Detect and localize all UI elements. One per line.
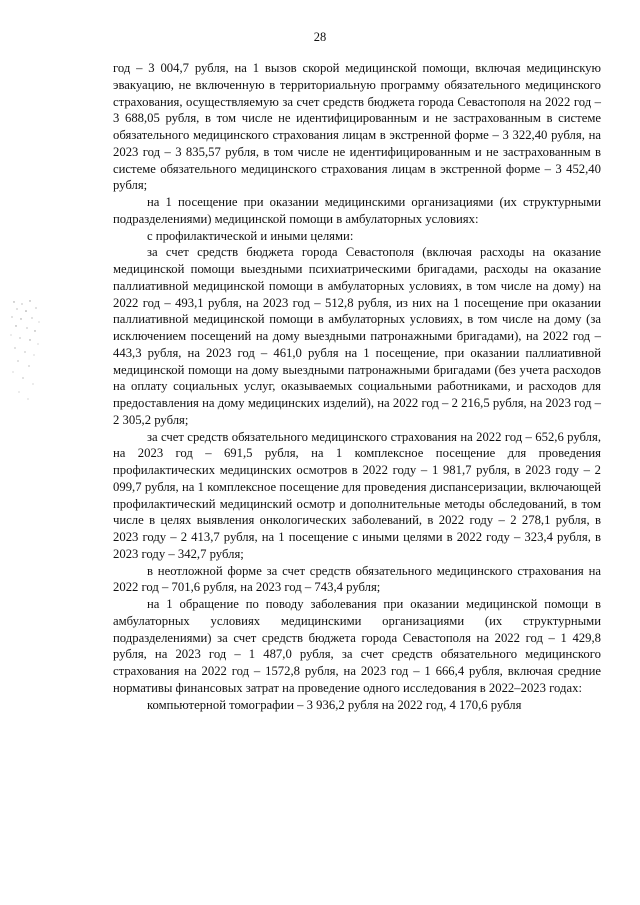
paragraph: в неотложной форме за счет средств обязательного медицинского страхования на 2022 год – 701,6 рубля, на 2023 год – 743,4 рубля; (113, 563, 601, 595)
paragraph: год – 3 004,7 рубля, на 1 вызов скорой медицинской помощи, включая медицинскую эвакуацию, не включенную в территориальную программу обязательного медицинского страхования, осуществляемую за счет средств бюджета города Севастополя на 2022 год – 3 688,05 рубля, в том числе не идентифицированным и не застрахованным в системе обязательного медицинского страхования лицам в экстренной форме – 3 322,40 рубля, на 2023 год – 3 835,57 рубля, в том числе не идентифицированным и не застрахованным в системе обязательного медицинского страхования лицам в экстренной форме – 3 452,40 рубля; (113, 61, 601, 193)
document-body (113, 60, 601, 713)
paragraph: компьютерной томографии – 3 936,2 рубля на 2022 год, 4 170,6 рубля (147, 697, 522, 712)
paragraph: на 1 обращение по поводу заболевания при оказании медицинской помощи в амбулаторных условиях медицинскими организациями (их структурными подразделениями) за счет средств бюджета города Севастополя на 2022 год – 1 429,8 рубля, на 2023 год – 1 487,0 рубля, за счет средств обязательного медицинского страхования на 2022 год – 1572,8 рубля, на 2023 год – 1 666,4 рубля, включая средние нормативы финансовых затрат на проведение одного исследования в 2022–2023 годах: (113, 597, 601, 695)
scan-artifact (8, 298, 44, 408)
paragraph: на 1 посещение при оказании медицинскими организациями (их структурными подразделениями) медицинской помощи в амбулаторных условиях: (113, 195, 601, 226)
paragraph: за счет средств обязательного медицинского страхования на 2022 год – 652,6 рубля, на 2023 год – 691,5 рубля, на 1 комплексное посещение для проведения профилактических медицинских осмотров в 2022 году – 1 981,7 рубля, в 2023 году – 2 099,7 рубля, на 1 комплексное посещение для проведения диспансеризации, включающей профилактический медицинский осмотр и дополнительные методы обследований, в том числе в целях выявления онкологических заболеваний, в 2022 году – 2 278,1 рубля, в 2023 году – 2 413,7 рубля, на 1 посещение с иными целями в 2022 году – 323,4 рубля, в 2023 году – 342,7 рубля; (113, 429, 601, 561)
page-number: 28 (313, 30, 327, 44)
paragraph: с профилактической и иными целями: (147, 228, 354, 243)
paragraph: за счет средств бюджета города Севастополя (включая расходы на оказание медицинской помощи выездными психиатрическими бригадами, расходы на оказание паллиативной медицинской помощи в амбулаторных условиях, в том числе на дому) на 2022 год – 493,1 рубля, на 2023 год – 512,8 рубля, из них на 1 посещение при оказании паллиативной медицинской помощи в амбулаторных условиях, в том числе на дому (за исключением посещений на дому выездными патронажными бригадами), на 2022 год – 443,3 рубля, на 2023 год – 461,0 рубля на 1 посещение, при оказании паллиативной медицинской помощи на дому выездными патронажными бригадами (без учета расходов на оплату социальных услуг, оказываемых социальными работниками, и расходов для предоставления на дому медицинских изделий), на 2022 год – 2 216,5 рубля, на 2023 год – 2 305,2 рубля; (113, 245, 601, 427)
